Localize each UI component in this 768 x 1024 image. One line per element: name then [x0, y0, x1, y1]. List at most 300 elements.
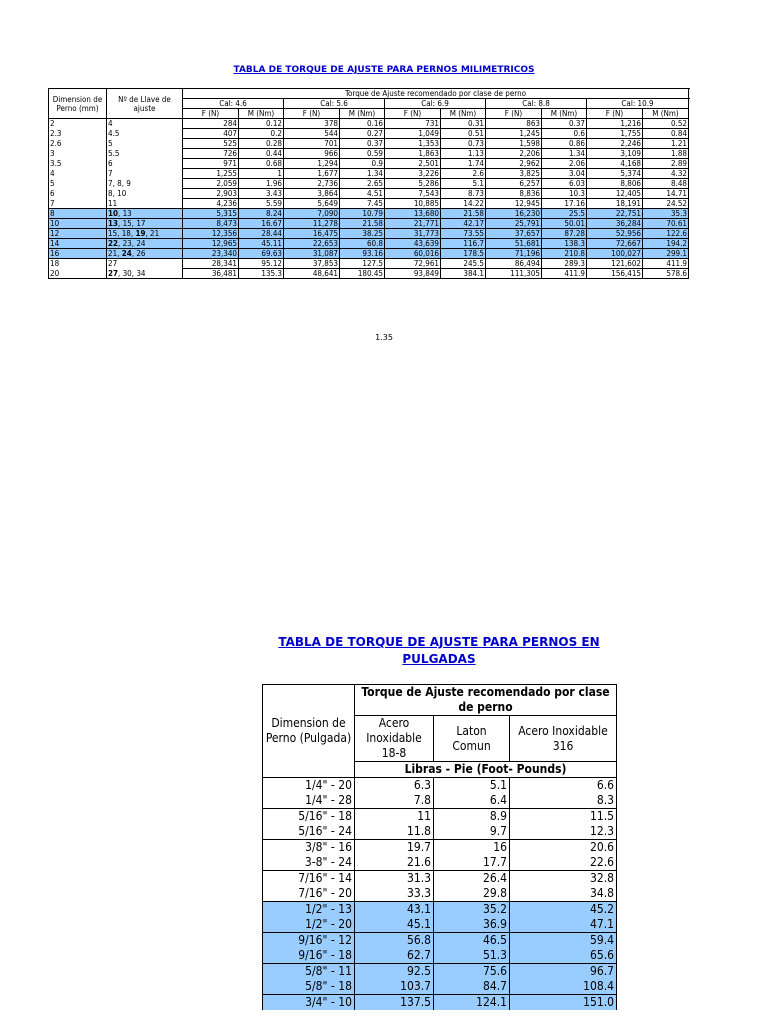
cell-force: 3,825: [486, 169, 542, 179]
cell-moment: 411.9: [643, 259, 689, 269]
class-header: Cal: 4.6: [183, 99, 284, 109]
cell-force: 12,965: [183, 239, 239, 249]
cell-torque: 19.7: [355, 840, 434, 856]
cell-moment: 10.79: [340, 209, 385, 219]
cell-moment: 3.04: [542, 169, 587, 179]
cell-force: 7,543: [385, 189, 441, 199]
cell-size: 3: [49, 149, 107, 159]
cell-moment: 24.52: [643, 199, 689, 209]
cell-key: [107, 129, 183, 139]
cell-force: 2,206: [486, 149, 542, 159]
cell-force: 1,755: [587, 129, 643, 139]
col-header-key: Nº de Llave de ajuste: [107, 89, 183, 119]
cell-force: 726: [183, 149, 239, 159]
material-header: Laton Comun: [434, 716, 510, 762]
cell-torque: 62.7: [355, 948, 434, 964]
cell-force: 863: [486, 119, 542, 129]
cell-moment: 578.6: [643, 269, 689, 279]
key-size-text: , 26: [131, 249, 146, 258]
key-size-text: 19: [135, 229, 146, 238]
class-header: Cal: 8.8: [486, 99, 587, 109]
cell-torque: 151.0: [510, 995, 617, 1011]
cell-force: 7,090: [284, 209, 340, 219]
cell-force: 22,751: [587, 209, 643, 219]
cell-moment: 35.3: [643, 209, 689, 219]
cell-moment: 45.11: [239, 239, 284, 249]
cell-force: 6,257: [486, 179, 542, 189]
cell-moment: 50.01: [542, 219, 587, 229]
table-row: [49, 249, 689, 259]
table-row: [263, 964, 617, 980]
subheader-force: F (N): [385, 109, 441, 119]
cell-key: [107, 249, 183, 259]
subheader-moment: M (Nm): [643, 109, 689, 119]
cell-key: [107, 139, 183, 149]
cell-moment: 25.5: [542, 209, 587, 219]
cell-moment: 2.65: [340, 179, 385, 189]
table-row: [49, 269, 689, 279]
cell-torque: 46.5: [434, 933, 510, 949]
cell-force: 37,853: [284, 259, 340, 269]
col-header-torque-group-inch: Torque de Ajuste recomendado por clase de perno: [355, 685, 617, 716]
cell-torque: 32.8: [510, 871, 617, 887]
cell-moment: 1.74: [441, 159, 486, 169]
cell-force: 8,836: [486, 189, 542, 199]
cell-size: 18: [49, 259, 107, 269]
cell-force: 971: [183, 159, 239, 169]
cell-moment: 0.37: [340, 139, 385, 149]
key-size-text: 24: [121, 249, 132, 258]
cell-size: 6: [49, 189, 107, 199]
cell-moment: 127.5: [340, 259, 385, 269]
cell-moment: 2.6: [441, 169, 486, 179]
key-size-text: 5.5: [108, 149, 120, 158]
key-size-text: 11: [108, 198, 118, 208]
cell-force: 12,945: [486, 199, 542, 209]
cell-moment: 122.6: [643, 229, 689, 239]
key-size-text: 21,: [108, 249, 122, 258]
cell-moment: 73.55: [441, 229, 486, 239]
cell-moment: 1.21: [643, 139, 689, 149]
cell-moment: 0.12: [239, 119, 284, 129]
cell-torque: 20.6: [510, 840, 617, 856]
cell-key: [107, 119, 183, 129]
cell-torque: 11: [355, 809, 434, 825]
table-row: [49, 159, 689, 169]
cell-moment: 384.1: [441, 269, 486, 279]
cell-moment: 0.68: [239, 159, 284, 169]
cell-moment: 87.28: [542, 229, 587, 239]
cell-force: 28,341: [183, 259, 239, 269]
cell-moment: 7.45: [340, 199, 385, 209]
cell-force: 111,305: [486, 269, 542, 279]
cell-force: 25,791: [486, 219, 542, 229]
cell-moment: 0.52: [643, 119, 689, 129]
table-row: [263, 979, 617, 995]
cell-torque: 47.1: [510, 917, 617, 933]
key-size-text: 27: [108, 268, 119, 278]
table-row: [263, 902, 617, 918]
table-row: [49, 209, 689, 219]
cell-moment: 95.12: [239, 259, 284, 269]
cell-key: [107, 239, 183, 249]
cell-force: 18,191: [587, 199, 643, 209]
cell-force: 11,278: [284, 219, 340, 229]
cell-force: 1,598: [486, 139, 542, 149]
cell-torque: 26.4: [434, 871, 510, 887]
cell-moment: 0.86: [542, 139, 587, 149]
material-header: Acero Inoxidable 18-8: [355, 716, 434, 762]
col-header-dimension-inch: Dimension de Perno (Pulgada): [263, 685, 355, 778]
cell-torque: 45.2: [510, 902, 617, 918]
cell-moment: 14.22: [441, 199, 486, 209]
class-header: Cal: 6.9: [385, 99, 486, 109]
cell-size: 1/2" - 13: [263, 902, 355, 918]
key-size-text: 4.5: [108, 129, 120, 138]
cell-torque: 7.8: [355, 793, 434, 809]
subheader-moment: M (Nm): [239, 109, 284, 119]
table-row: [263, 840, 617, 856]
cell-size: 1/4" - 20: [263, 778, 355, 794]
cell-force: 52,956: [587, 229, 643, 239]
cell-moment: 0.84: [643, 129, 689, 139]
cell-torque: 5.1: [434, 778, 510, 794]
cell-torque: 56.8: [355, 933, 434, 949]
cell-moment: 0.73: [441, 139, 486, 149]
cell-force: 3,226: [385, 169, 441, 179]
cell-moment: 1.88: [643, 149, 689, 159]
cell-torque: 11.5: [510, 809, 617, 825]
unit-header: Libras - Pie (Foot- Pounds): [355, 762, 617, 778]
subheader-force: F (N): [587, 109, 643, 119]
cell-moment: 4.32: [643, 169, 689, 179]
cell-force: 36,481: [183, 269, 239, 279]
table-row: [49, 259, 689, 269]
cell-force: 5,649: [284, 199, 340, 209]
cell-moment: 0.31: [441, 119, 486, 129]
cell-force: 3,109: [587, 149, 643, 159]
cell-force: 5,374: [587, 169, 643, 179]
cell-key: [107, 159, 183, 169]
cell-moment: 2.06: [542, 159, 587, 169]
table-row: [49, 199, 689, 209]
table-row: [49, 149, 689, 159]
cell-force: 1,255: [183, 169, 239, 179]
cell-moment: 299.1: [643, 249, 689, 259]
cell-force: 10,885: [385, 199, 441, 209]
class-header: Cal: 10.9: [587, 99, 689, 109]
cell-moment: 135.3: [239, 269, 284, 279]
cell-moment: 21.58: [340, 219, 385, 229]
cell-force: 3,864: [284, 189, 340, 199]
cell-force: 4,236: [183, 199, 239, 209]
cell-torque: 33.3: [355, 886, 434, 902]
cell-force: 284: [183, 119, 239, 129]
table-row: [49, 129, 689, 139]
cell-moment: 0.27: [340, 129, 385, 139]
cell-torque: 6.3: [355, 778, 434, 794]
key-size-text: 7, 8, 9: [108, 179, 131, 188]
key-size-text: , 23, 24: [118, 239, 146, 248]
cell-force: 2,736: [284, 179, 340, 189]
cell-size: 5/16" - 18: [263, 809, 355, 825]
cell-size: 14: [49, 239, 107, 249]
cell-moment: 38.25: [340, 229, 385, 239]
cell-torque: 6.6: [510, 778, 617, 794]
cell-force: 1,216: [587, 119, 643, 129]
cell-size: 10: [49, 219, 107, 229]
cell-moment: 0.44: [239, 149, 284, 159]
subheader-moment: M (Nm): [441, 109, 486, 119]
subheader-moment: M (Nm): [340, 109, 385, 119]
cell-force: 378: [284, 119, 340, 129]
cell-moment: 116.7: [441, 239, 486, 249]
cell-torque: 12.3: [510, 824, 617, 840]
cell-moment: 0.59: [340, 149, 385, 159]
cell-force: 86,494: [486, 259, 542, 269]
cell-force: 8,806: [587, 179, 643, 189]
cell-key: [107, 219, 183, 229]
key-size-text: 13: [108, 219, 119, 228]
cell-size: 20: [49, 269, 107, 279]
cell-force: 36,284: [587, 219, 643, 229]
cell-force: 2,059: [183, 179, 239, 189]
cell-force: 31,773: [385, 229, 441, 239]
cell-key: [107, 179, 183, 189]
cell-torque: 59.4: [510, 933, 617, 949]
cell-torque: 29.8: [434, 886, 510, 902]
cell-moment: 3.43: [239, 189, 284, 199]
cell-moment: 5.1: [441, 179, 486, 189]
cell-moment: 1: [239, 169, 284, 179]
cell-torque: 137.5: [355, 995, 434, 1011]
metric-torque-table: [48, 88, 689, 279]
cell-size: 4: [49, 169, 107, 179]
cell-torque: 9.7: [434, 824, 510, 840]
cell-force: 156,415: [587, 269, 643, 279]
cell-force: 1,677: [284, 169, 340, 179]
cell-moment: 17.16: [542, 199, 587, 209]
cell-size: 3/4" - 10: [263, 995, 355, 1011]
cell-force: 12,356: [183, 229, 239, 239]
cell-size: 16: [49, 249, 107, 259]
inch-torque-table: [262, 684, 617, 1010]
cell-torque: 16: [434, 840, 510, 856]
cell-force: 16,230: [486, 209, 542, 219]
cell-key: [107, 149, 183, 159]
cell-force: 13,680: [385, 209, 441, 219]
cell-key: [107, 229, 183, 239]
cell-moment: 2.89: [643, 159, 689, 169]
cell-torque: 8.9: [434, 809, 510, 825]
cell-moment: 70.61: [643, 219, 689, 229]
cell-torque: 103.7: [355, 979, 434, 995]
cell-size: 9/16" - 18: [263, 948, 355, 964]
cell-force: 93,849: [385, 269, 441, 279]
cell-torque: 45.1: [355, 917, 434, 933]
cell-moment: 8.73: [441, 189, 486, 199]
cell-size: 2: [49, 119, 107, 129]
cell-force: 21,771: [385, 219, 441, 229]
table-row: [49, 229, 689, 239]
cell-force: 23,340: [183, 249, 239, 259]
table-row: [263, 917, 617, 933]
cell-torque: 21.6: [355, 855, 434, 871]
cell-key: [107, 259, 183, 269]
table-row: [263, 886, 617, 902]
table-row: [263, 855, 617, 871]
cell-torque: 92.5: [355, 964, 434, 980]
cell-size: 2.6: [49, 139, 107, 149]
cell-force: 1,049: [385, 129, 441, 139]
cell-torque: 35.2: [434, 902, 510, 918]
table-row: [263, 871, 617, 887]
cell-force: 31,087: [284, 249, 340, 259]
cell-force: 1,245: [486, 129, 542, 139]
cell-moment: 210.8: [542, 249, 587, 259]
cell-moment: 180.45: [340, 269, 385, 279]
cell-moment: 1.34: [542, 149, 587, 159]
cell-moment: 0.28: [239, 139, 284, 149]
cell-torque: 31.3: [355, 871, 434, 887]
cell-torque: 11.8: [355, 824, 434, 840]
table-row: [263, 824, 617, 840]
cell-moment: 14.71: [643, 189, 689, 199]
table-row: [49, 179, 689, 189]
cell-force: 8,473: [183, 219, 239, 229]
cell-torque: 22.6: [510, 855, 617, 871]
cell-size: 7/16" - 20: [263, 886, 355, 902]
cell-size: 1/2" - 20: [263, 917, 355, 933]
cell-moment: 42.17: [441, 219, 486, 229]
cell-force: 1,863: [385, 149, 441, 159]
table-row: [263, 793, 617, 809]
cell-force: 121,602: [587, 259, 643, 269]
cell-force: 12,405: [587, 189, 643, 199]
key-size-text: , 21: [145, 229, 160, 238]
cell-size: 5/8" - 11: [263, 964, 355, 980]
key-size-text: 7: [108, 169, 113, 178]
subheader-force: F (N): [183, 109, 239, 119]
table-row: [263, 809, 617, 825]
cell-force: 966: [284, 149, 340, 159]
cell-moment: 16.67: [239, 219, 284, 229]
cell-force: 72,667: [587, 239, 643, 249]
key-size-text: 8, 10: [108, 189, 127, 198]
cell-torque: 65.6: [510, 948, 617, 964]
cell-force: 2,962: [486, 159, 542, 169]
cell-size: 5/16" - 24: [263, 824, 355, 840]
cell-force: 2,903: [183, 189, 239, 199]
cell-force: 22,653: [284, 239, 340, 249]
cell-size: 3/8" - 16: [263, 840, 355, 856]
cell-torque: 96.7: [510, 964, 617, 980]
subheader-force: F (N): [486, 109, 542, 119]
cell-moment: 0.6: [542, 129, 587, 139]
cell-moment: 8.48: [643, 179, 689, 189]
cell-torque: 84.7: [434, 979, 510, 995]
table-row: [49, 219, 689, 229]
cell-key: [107, 209, 183, 219]
class-header: Cal: 5.6: [284, 99, 385, 109]
cell-force: 37,657: [486, 229, 542, 239]
cell-force: 525: [183, 139, 239, 149]
cell-size: 7: [49, 199, 107, 209]
col-header-dimension: Dimension de Perno (mm): [49, 89, 107, 119]
cell-torque: 34.8: [510, 886, 617, 902]
cell-moment: 194.2: [643, 239, 689, 249]
table-row: [49, 239, 689, 249]
table-row: [49, 139, 689, 149]
cell-force: 60,016: [385, 249, 441, 259]
cell-size: 5: [49, 179, 107, 189]
cell-moment: 28.44: [239, 229, 284, 239]
cell-force: 1,294: [284, 159, 340, 169]
cell-force: 5,286: [385, 179, 441, 189]
cell-force: 1,353: [385, 139, 441, 149]
cell-key: [107, 189, 183, 199]
cell-key: [107, 169, 183, 179]
subheader-moment: M (Nm): [542, 109, 587, 119]
table-row: [263, 778, 617, 794]
cell-moment: 0.51: [441, 129, 486, 139]
cell-moment: 0.9: [340, 159, 385, 169]
cell-size: 5/8" - 18: [263, 979, 355, 995]
cell-size: 9/16" - 12: [263, 933, 355, 949]
key-size-text: 10: [108, 209, 119, 218]
cell-moment: 245.5: [441, 259, 486, 269]
key-size-text: , 13: [118, 209, 132, 218]
cell-moment: 1.96: [239, 179, 284, 189]
cell-force: 5,315: [183, 209, 239, 219]
cell-torque: 6.4: [434, 793, 510, 809]
cell-torque: 75.6: [434, 964, 510, 980]
key-size-text: 4: [108, 119, 113, 129]
cell-force: 72,961: [385, 259, 441, 269]
material-header: Acero Inoxidable 316: [510, 716, 617, 762]
cell-moment: 60.8: [340, 239, 385, 249]
cell-torque: 43.1: [355, 902, 434, 918]
cell-force: 2,246: [587, 139, 643, 149]
cell-key: [107, 199, 183, 209]
key-size-text: 15, 18,: [108, 229, 136, 238]
cell-force: 731: [385, 119, 441, 129]
cell-moment: 1.34: [340, 169, 385, 179]
table-row: [49, 169, 689, 179]
cell-moment: 411.9: [542, 269, 587, 279]
cell-moment: 0.2: [239, 129, 284, 139]
cell-moment: 5.59: [239, 199, 284, 209]
cell-force: 100,027: [587, 249, 643, 259]
cell-force: 16,475: [284, 229, 340, 239]
cell-size: 3-8" - 24: [263, 855, 355, 871]
cell-moment: 138.3: [542, 239, 587, 249]
metric-table-title: TABLA DE TORQUE DE AJUSTE PARA PERNOS MILIMETRICOS: [233, 65, 535, 75]
cell-size: 1/4" - 28: [263, 793, 355, 809]
key-size-text: , 30, 34: [118, 268, 146, 278]
cell-force: 2,501: [385, 159, 441, 169]
cell-moment: 178.5: [441, 249, 486, 259]
table-row: [263, 948, 617, 964]
table-row: [49, 119, 689, 129]
table-row: [263, 933, 617, 949]
cell-force: 4,168: [587, 159, 643, 169]
key-size-text: , 15, 17: [118, 219, 146, 228]
cell-size: 7/16" - 14: [263, 871, 355, 887]
cell-force: 407: [183, 129, 239, 139]
cell-size: 12: [49, 229, 107, 239]
cell-force: 71,196: [486, 249, 542, 259]
